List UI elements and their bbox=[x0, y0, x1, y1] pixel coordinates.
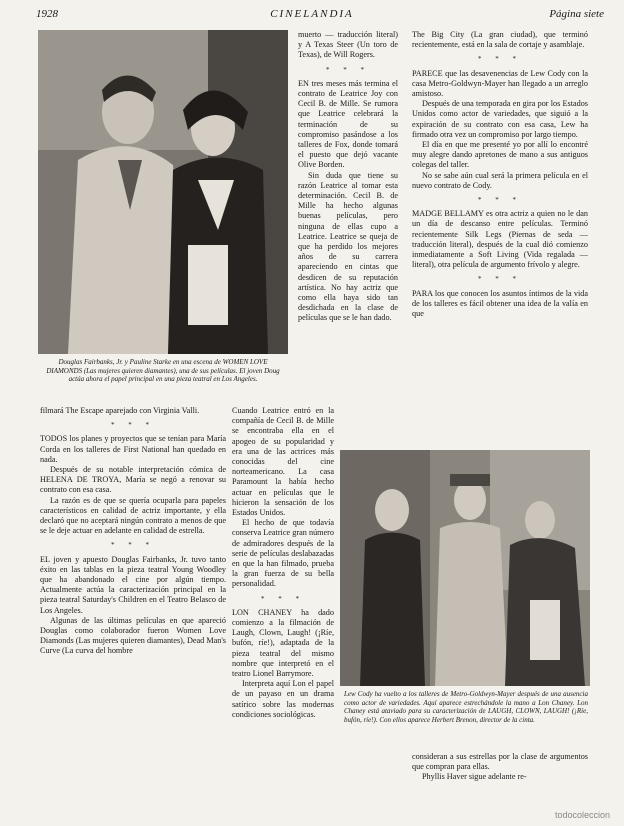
right-p2: Después de una temporada en gira por los Estados Unidos como actor de variedades, que siguió a la expiración de su contrato con esa casa, Lew ha firmado otra vez un compromiso por largo tiempo. bbox=[412, 99, 588, 139]
page-number: Página siete bbox=[549, 8, 604, 20]
separator-stars: * * * bbox=[111, 541, 155, 550]
separator-stars: * * * bbox=[111, 421, 155, 430]
left-p2: Después de su notable interpretación cómica de HELENA DE TROYA, María se negó a renovar su contrato con esa casa. bbox=[40, 465, 226, 495]
separator-stars: * * * bbox=[478, 275, 522, 284]
separator-stars: * * * bbox=[478, 55, 522, 64]
right-p4: No se sabe aún cual será la primera película en el nuevo contrato de Cody. bbox=[412, 170, 588, 190]
right-p1: PARECE que las desavenencias de Lew Cody con la casa Metro-Goldwyn-Mayer han llegado a un arreglo amistoso. bbox=[412, 68, 588, 99]
right-p3: El día en que me presenté yo por allí lo encontré muy alegre dando apretones de mano a sus antiguos colegas del taller. bbox=[412, 140, 588, 170]
left-column bbox=[40, 406, 226, 657]
mid-p0: muerto — traducción literal) y A Texas Steer (Un toro de Texas), de Will Rogers. bbox=[298, 30, 398, 60]
right-p8: Phyllis Haver sigue adelante re- bbox=[422, 772, 527, 782]
right-p7: consideran a sus estrellas por la clase de argumentos que compran para ellas. bbox=[412, 752, 588, 772]
photo2-caption: Lew Cody ha vuelto a los talleres de Metro-Goldwyn-Mayer después de una ausencia como actor de variedades. Aquí aparece estrechándole la mano a Lon Chaney. Lon Chaney está ataviado para su caracterización de LAUGH, CLOWN, LAUGH! (¡Ríe, bufón, ríe!). Con ellos aparece Herbert Brenon, director de la cinta. bbox=[344, 690, 588, 724]
center-column bbox=[232, 406, 334, 720]
right-p0: The Big City (La gran ciudad), que terminó recientemente, está en la sala de cortaje y asamblaje. bbox=[412, 30, 588, 50]
mid-p6: Interpreta aquí Lon el papel de un payaso en un drama satírico sobre las modernas condiciones sociológicas. bbox=[232, 679, 334, 719]
left-p0: filmará The Escape aparejado con Virginia Valli. bbox=[40, 406, 200, 415]
mid-p1: EN tres meses más termina el contrato de Leatrice Joy con Cecil B. de Mille. Se rumora que Leatrice celebrará la terminación de su compromiso pasándose a los talleres de Fox, donde tomará el puesto que dejó vacante Olive Borden. bbox=[298, 78, 398, 170]
right-p5: MADGE BELLAMY es otra actriz a quien no le dan un día de descanso entre películas. Terminó recientemente Silk Legs (Piernas de seda — traducción literal), después de la cual dió comienzo inmediatamente a Soft Living (Vida regalada — literal), otra película de argumento frívolo y alegre. bbox=[412, 209, 588, 270]
photo1-caption: Douglas Fairbanks, Jr. y Pauline Starke en una escena de WOMEN LOVE DIAMONDS (Las mujeres quieren diamantes), una de sus películas. El joven Doug actúa ahora el papel principal en una pieza teatral en Los Angeles. bbox=[46, 358, 280, 384]
watermark: todocoleccion bbox=[554, 810, 610, 820]
year-label: 1928 bbox=[36, 8, 58, 20]
left-p1: TODOS los planes y proyectos que se tenían para María Corda en los talleres de First National han quedado en nada. bbox=[40, 434, 226, 464]
separator-stars: * * * bbox=[478, 196, 522, 205]
photo-fairbanks-starke bbox=[38, 30, 288, 354]
right-column-bottom bbox=[412, 752, 588, 783]
right-column bbox=[412, 30, 588, 319]
mid-p5: LON CHANEY ha dado comienzo a la filmación de Laugh, Clown, Laugh! (¡Ríe, bufón, ríe!), adaptada de la pieza teatral del mismo nombre que interpretó en el teatro Lionel Barrymore. bbox=[232, 607, 334, 679]
magazine-title: CINELANDIA bbox=[270, 8, 354, 20]
left-p4: EL joven y apuesto Douglas Fairbanks, Jr. tuvo tanto éxito en las tablas en la pieza teatral Young Woodley que ha abandonado el cine por algún tiempo. Actualmente actúa la caracterización principal en la pieza teatral Saturday's Children en el Teatro Belasco de Los Angeles. bbox=[40, 554, 226, 615]
separator-stars: * * * bbox=[261, 594, 305, 603]
left-p5: Algunas de las últimas películas en que apareció Douglas como colaborador fueron Women Love Diamonds (Las mujeres quieren diamantes), Dead Man's Curve (La curva del hombre bbox=[40, 615, 226, 656]
separator-stars: * * * bbox=[326, 65, 370, 74]
middle-column bbox=[298, 30, 398, 324]
mid-p2: Sin duda que tiene su razón Leatrice al tomar esta determinación. Cecil B. de Mille ha hecho algunas buenas películas, pero ninguna de ellas cupo a Leatrice. Leatrice se queja de que ha perdido los mejores años de su carrera apareciendo en cintas que desdicen de su reputación artística. No hay actriz que como ella haya sido tan desdichada en la clase de películas que se le han dado. bbox=[298, 170, 398, 323]
right-p6: PARA los que conocen los asuntos íntimos de la vida de los talleres es fácil obtener una idea de la valía en que bbox=[412, 288, 588, 319]
mid-p3: Cuando Leatrice entró en la compañía de Cecil B. de Mille se encontraba ella en el apogeo de su popularidad y era una de las actrices más conocidas del cine norteamericano. La casa Paramount la había hecho actuar en películas que le hicieron la sensación de los Estados Unidos. bbox=[232, 406, 334, 518]
photo-cody-chaney bbox=[340, 450, 590, 686]
left-p3: La razón es de que se quería ocuparla para papeles característicos en calidad de actriz importante, y ella declaró que no aceptará ningún contrato a menos de que se le deje actuar en adelante en calidad de estrella. bbox=[40, 495, 226, 536]
mid-p4: El hecho de que todavía conserva Leatrice gran número de admiradores después de la serie de películas deslabazadas en que la han filmado, prueba la gran fuerza de su bella personalidad. bbox=[232, 518, 334, 589]
